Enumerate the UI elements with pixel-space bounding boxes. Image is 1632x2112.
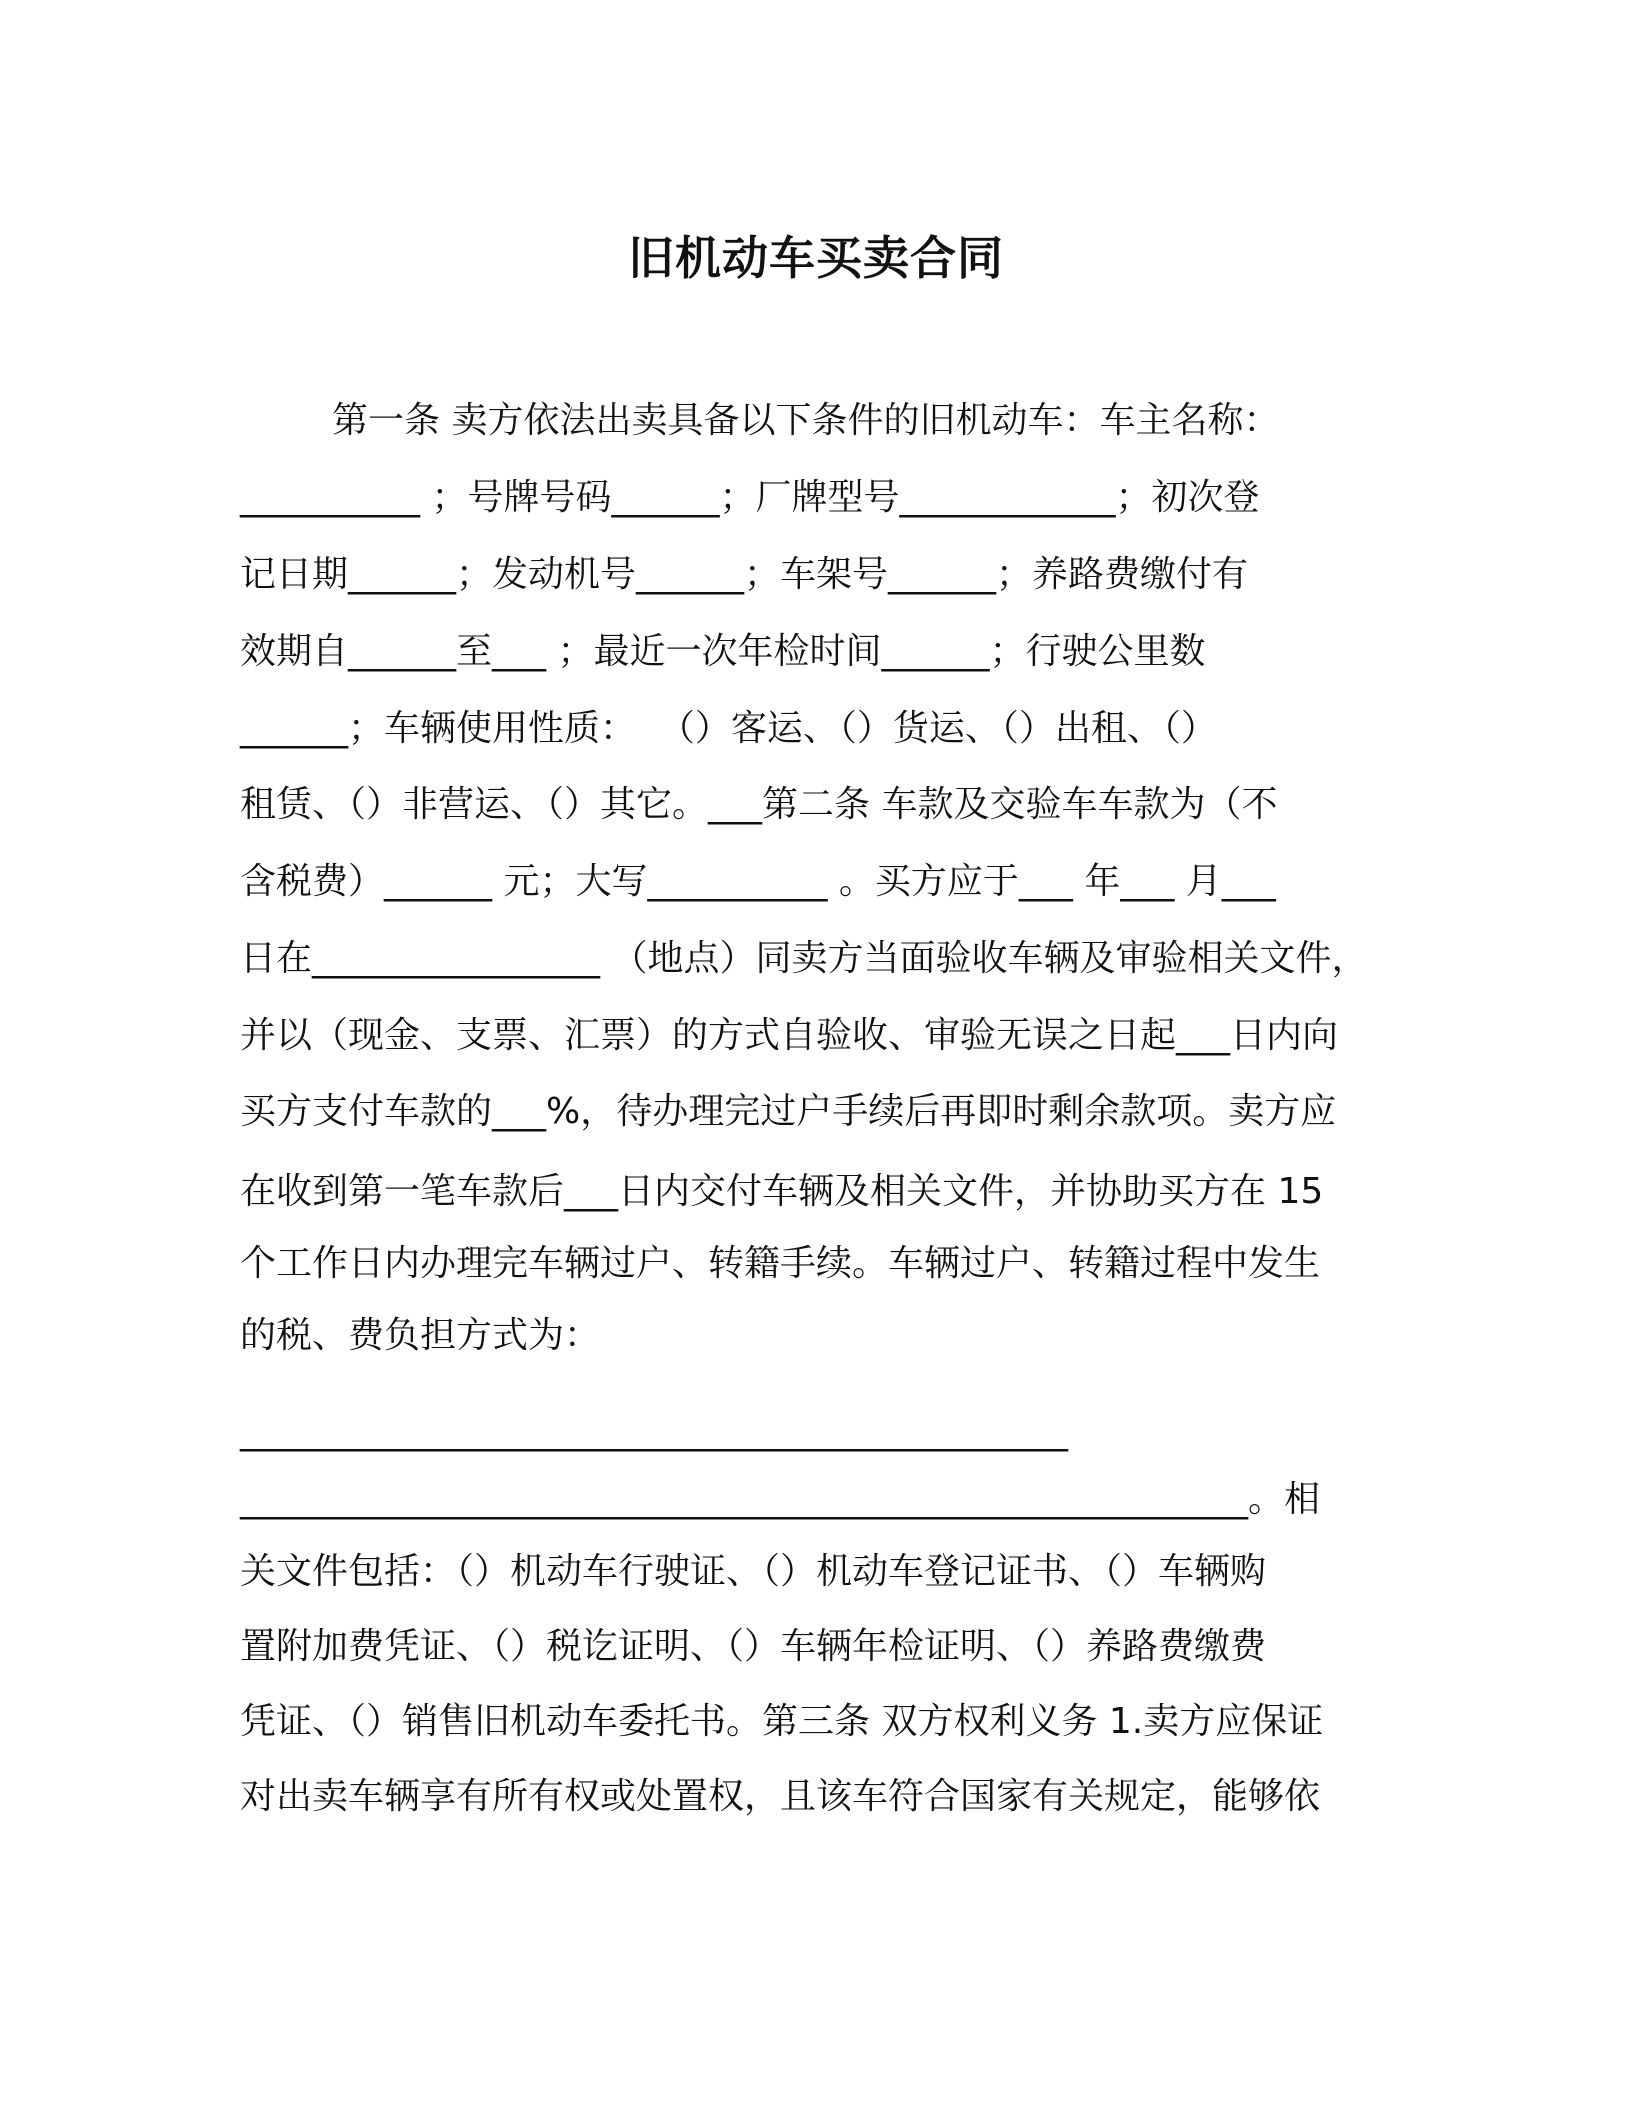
paragraph-line: __________ ；号牌号码______；厂牌型号____________；初次登 bbox=[240, 477, 1260, 518]
paragraph-line: 效期自______至___ ；最近一次年检时间______；行驶公里数 bbox=[240, 631, 1206, 672]
paragraph-line: 并以（现金、支票、汇票）的方式自验收、审验无误之日起___日内向 bbox=[240, 1015, 1339, 1056]
paragraph-line: ______；车辆使用性质： （）客运、（）货运、（）出租、（） bbox=[240, 708, 1217, 749]
paragraph-line: 个工作日内办理完车辆过户、转籍手续。车辆过户、转籍过程中发生 bbox=[240, 1243, 1321, 1284]
paragraph-line: 置附加费凭证、（）税讫证明、（）车辆年检证明、（）养路费缴费 bbox=[240, 1626, 1267, 1667]
paragraph-line: 凭证、（）销售旧机动车委托书。第三条 双方权利义务 1.卖方应保证 bbox=[240, 1701, 1324, 1742]
paragraph-line: 租赁、（）非营运、（）其它。___第二条 车款及交验车车款为（不 bbox=[240, 784, 1278, 825]
paragraph-line: 买方支付车款的___%，待办理完过户手续后再即时剩余款项。卖方应 bbox=[240, 1091, 1337, 1132]
paragraph-line: 第一条 卖方依法出卖具备以下条件的旧机动车：车主名称： bbox=[332, 400, 1280, 441]
document-title: 旧机动车买卖合同 bbox=[628, 231, 1004, 285]
paragraph-line: 在收到第一笔车款后___日内交付车辆及相关文件，并协助买方在 15 bbox=[240, 1171, 1324, 1212]
paragraph-line: 对出卖车辆享有所有权或处置权，且该车符合国家有关规定，能够依 bbox=[240, 1776, 1321, 1817]
paragraph-line: 记日期______；发动机号______；车架号______；养路费缴付有 bbox=[240, 554, 1249, 595]
paragraph-line: 含税费）______ 元；大写__________ 。买方应于___ 年___ 月___ bbox=[240, 861, 1276, 902]
paragraph-line: 日在________________ （地点）同卖方当面验收车辆及审验相关文件， bbox=[240, 938, 1368, 979]
paragraph-line: ______________________________________________ bbox=[240, 1411, 1068, 1452]
paragraph-line: ________________________________________________________。相 bbox=[240, 1479, 1320, 1520]
paragraph-line: 的税、费负担方式为： bbox=[240, 1315, 601, 1356]
paragraph-line: 关文件包括：（）机动车行驶证、（）机动车登记证书、（）车辆购 bbox=[240, 1551, 1267, 1592]
